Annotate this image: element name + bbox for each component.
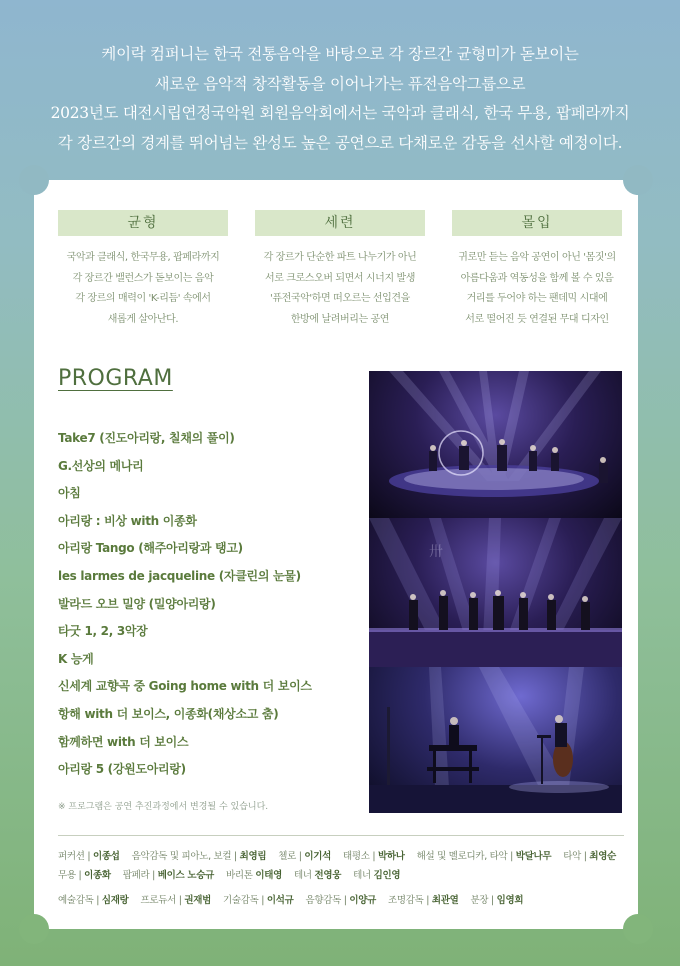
- stage-photo-ensemble: [369, 371, 622, 518]
- credit-name: 이기석: [304, 851, 332, 862]
- program-item: Take7 (진도아리랑, 칠채의 풀이): [58, 431, 235, 445]
- credit-name: 전영웅: [314, 870, 342, 881]
- credit-entry: [471, 895, 524, 906]
- credit-entry: [417, 851, 552, 862]
- credit-entry: [58, 870, 111, 881]
- credit-name: 심재랑: [101, 895, 129, 906]
- pillar-title: 세련: [255, 210, 425, 236]
- pillar-description: 귀로만 듣는 음악 공연이 아닌 '몸짓'의 아름다움과 역동성을 함께 볼 수 있음 거리를 두어야 하는 팬데믹 시대에 서로 떨어진 듯 연결된 무대 디자인: [458, 252, 616, 325]
- credit-role: 음악감독 및 피아노, 보컬 |: [131, 851, 240, 862]
- credit-name: 최관열: [431, 895, 459, 906]
- credit-role: 테너: [353, 870, 374, 881]
- credit-role: 기술감독 |: [223, 895, 267, 906]
- credit-name: 이종섭: [92, 851, 120, 862]
- program-item: G.선상의 메나리: [58, 458, 144, 473]
- credits-staff: [58, 892, 523, 906]
- program-item: 아리랑 : 비상 with 이종화: [58, 513, 197, 528]
- pillar-description: 각 장르가 단순한 파트 나누기가 아닌 서로 크로스오버 되면서 시너지 발생 '퓨전국악'하면 떠오르는 선입견을 한방에 날려버리는 공연: [263, 252, 417, 325]
- credit-role: 프로듀서 |: [140, 895, 185, 906]
- credit-role: 조명감독 |: [388, 895, 432, 906]
- credit-entry: [563, 851, 616, 862]
- program-item: les larmes de jacqueline (자클린의 눈물): [58, 568, 301, 583]
- program-item: 아리랑 Tango (해주아리랑과 탱고): [58, 541, 243, 556]
- pillar-immersion: [452, 210, 622, 330]
- pillar-balance: [58, 210, 228, 330]
- program-item: 타굿 1, 2, 3악장: [58, 624, 148, 639]
- credit-role: 바리톤: [226, 870, 256, 881]
- credit-entry: [294, 870, 341, 881]
- credit-name: 이석규: [266, 895, 294, 906]
- intro-line: 새로운 음악적 창작활동을 이어나가는 퓨전음악그룹으로: [154, 74, 526, 93]
- credit-role: 테너: [294, 870, 315, 881]
- credit-role: 해설 및 멜로디카, 타악 |: [416, 851, 516, 862]
- credit-name: 최영림: [239, 851, 267, 862]
- program-item: 신세계 교향곡 중 Going home with 더 보이스: [58, 679, 312, 694]
- credit-entry: [58, 851, 120, 862]
- credit-name: 박하나: [378, 851, 405, 862]
- intro-line: 케이락 컴퍼니는 한국 전통음악을 바탕으로 각 장르간 균형미가 돋보이는: [101, 45, 579, 63]
- credit-name: 임영희: [496, 895, 524, 906]
- content-card: [34, 180, 638, 929]
- program-item: K 능게: [58, 651, 94, 666]
- program-list: [58, 425, 312, 784]
- program-item: 함께하면 with 더 보이스: [58, 734, 189, 749]
- credit-role: 첼로 |: [278, 851, 305, 862]
- credit-name: 박달나무: [515, 851, 552, 862]
- intro-line: 2023년도 대전시립연정국악원 회원음악회에서는 국악과 클래식, 한국 무용, 팝페라까지: [50, 104, 630, 122]
- stage-photo-duo: [369, 667, 622, 813]
- credit-role: 분장 |: [470, 895, 497, 906]
- stage-photo-lighting: [369, 518, 622, 667]
- credits-performers: [58, 848, 616, 862]
- credit-role: 예술감독 |: [58, 895, 102, 906]
- pillar-refinement: [255, 210, 425, 330]
- credit-name: 김인영: [373, 870, 401, 881]
- credit-entry: [343, 851, 405, 862]
- intro-line: 각 장르간의 경계를 뛰어넘는 완성도 높은 공연으로 다채로운 감동을 선사할 예정이다.: [57, 133, 623, 152]
- program-item: 아리랑 5 (강원도아리랑): [58, 762, 186, 777]
- credit-entry: [278, 851, 331, 862]
- credit-role: 팝페라 |: [122, 870, 158, 881]
- credits-performers-2: [58, 867, 400, 881]
- credit-entry: [58, 895, 129, 906]
- credit-role: 음향감독 |: [305, 895, 350, 906]
- credit-name: 이태영: [255, 870, 283, 881]
- pillar-title: 몰입: [452, 210, 622, 236]
- credit-entry: [306, 895, 377, 906]
- credit-name: 이종화: [84, 870, 111, 881]
- credits-divider: [58, 835, 624, 836]
- program-note: ※ 프로그램은 공연 추진과정에서 변경될 수 있습니다.: [58, 802, 269, 812]
- program-item: 아침: [58, 486, 81, 501]
- credit-role: 퍼커션 |: [58, 851, 93, 862]
- credit-entry: [132, 851, 267, 862]
- pillar-title: 균형: [58, 210, 228, 236]
- credit-role: 무용 |: [58, 870, 85, 881]
- credit-name: 베이스 노승규: [157, 870, 215, 881]
- credit-entry: [226, 870, 282, 881]
- credit-name: 권재범: [184, 895, 211, 906]
- svg-text:卅: 卅: [429, 544, 443, 560]
- credit-name: 최영순: [589, 851, 617, 862]
- credit-entry: [353, 870, 400, 881]
- credit-name: 이양규: [349, 895, 376, 906]
- pillar-description: 국악과 클래식, 한국무용, 팝페라까지 각 장르간 밸런스가 돋보이는 음악 각 장르의 매력이 'K-리듬' 속에서 새롭게 살아난다.: [66, 252, 220, 325]
- credit-role: 태평소 |: [343, 851, 378, 862]
- credit-entry: [141, 895, 212, 906]
- credit-entry: [388, 895, 459, 906]
- credit-entry: [123, 870, 214, 881]
- program-title: PROGRAM: [58, 366, 173, 391]
- program-item: 발라드 오브 밀양 (밀양아리랑): [58, 596, 216, 611]
- program-item: 항해 with 더 보이스, 이종화(채상소고 춤): [58, 706, 279, 721]
- intro-text: [0, 40, 680, 158]
- credit-role: 타악 |: [563, 851, 590, 862]
- credit-entry: [223, 895, 294, 906]
